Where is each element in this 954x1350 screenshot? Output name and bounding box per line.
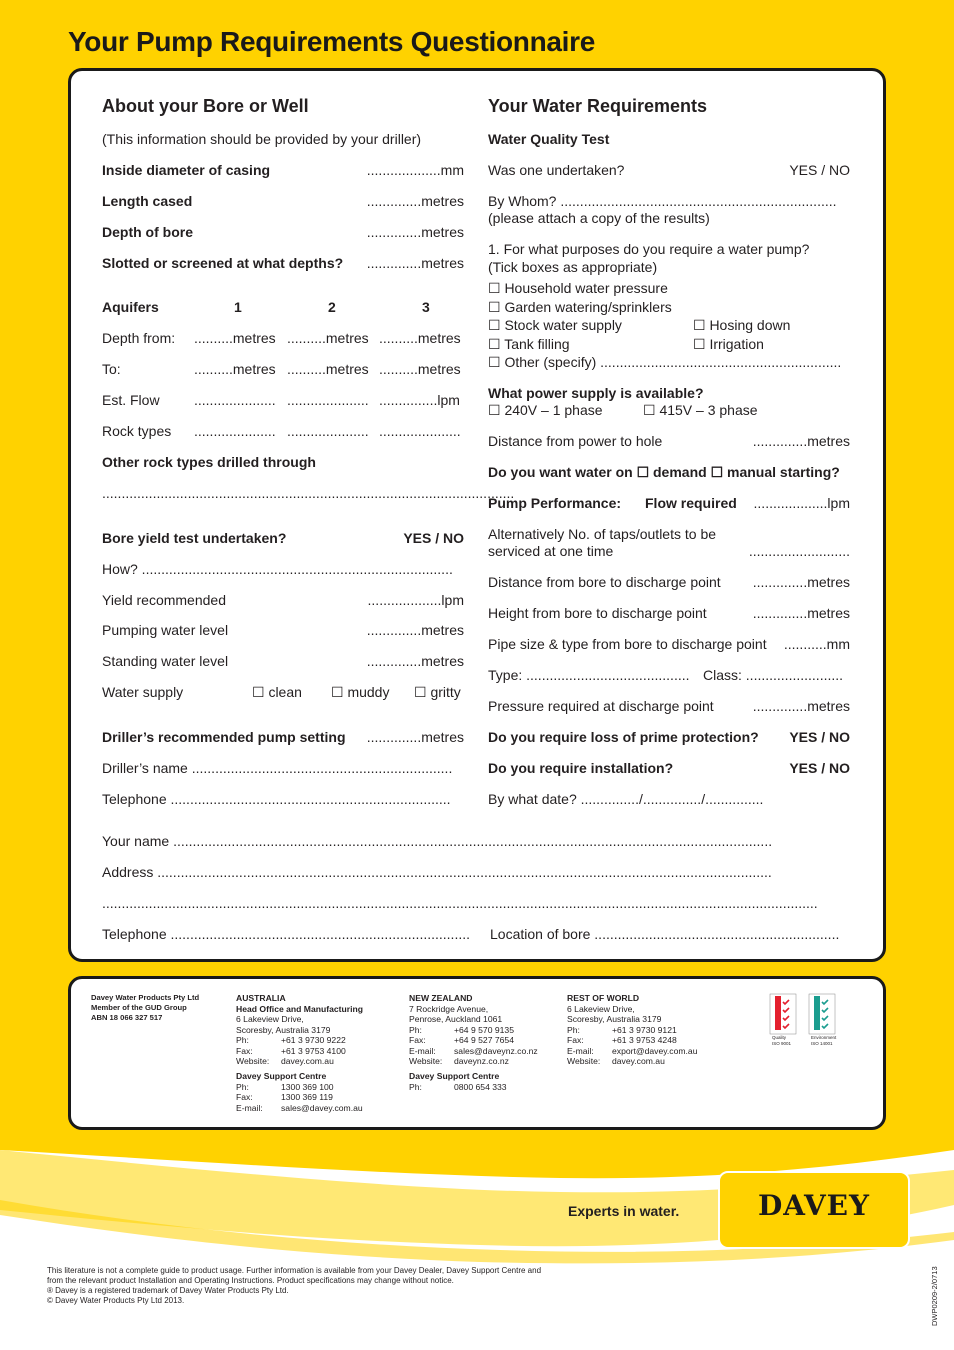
pump-performance-label: Pump Performance: — [488, 495, 622, 511]
household-checkbox[interactable]: ☐ Household water pressure — [488, 280, 668, 296]
aus-website-link[interactable]: davey.com.au — [281, 1056, 334, 1066]
drillers-name-line[interactable]: Driller’s name ................................................................... — [102, 760, 453, 776]
aquifer-row-label: Est. Flow — [102, 392, 160, 408]
company-abn: ABN 18 066 327 517 — [91, 1013, 163, 1022]
aquifer-cell[interactable]: ...............lpm — [379, 392, 460, 408]
aquifer-cell[interactable]: ..................... — [194, 392, 276, 408]
row-contact-key: Website: — [567, 1056, 601, 1066]
nz-address: 7 Rockridge Avenue, — [409, 1003, 489, 1014]
yield-recommended-label: Yield recommended — [102, 592, 226, 608]
aus-support-key: Fax: — [236, 1092, 253, 1102]
aquifer-cell[interactable]: ..................... — [287, 392, 369, 408]
nz-website-link[interactable]: daveynz.co.nz — [454, 1056, 509, 1066]
aus-contact-key: Website: — [236, 1056, 270, 1066]
bore-depth-label: Depth of bore — [102, 224, 193, 240]
aquifer-cell[interactable]: ..........metres — [194, 361, 276, 377]
irrigation-checkbox[interactable]: ☐ Irrigation — [693, 336, 764, 352]
aquifer-cell[interactable]: ..................... — [194, 423, 276, 439]
row-contact-key: Ph: — [567, 1024, 580, 1035]
flow-required-field[interactable]: ...................lpm — [753, 495, 850, 511]
installation-yesno[interactable]: YES / NO — [789, 760, 850, 776]
your-name-line[interactable]: Your name .......................................................................................................................................................... — [102, 833, 773, 849]
water-supply-muddy-checkbox[interactable]: ☐ muddy — [331, 684, 390, 700]
other-rock-label: Other rock types drilled through — [102, 454, 316, 470]
row-address: 6 Lakeview Drive, — [567, 1003, 635, 1014]
dist-power-label: Distance from power to hole — [488, 433, 663, 449]
garden-checkbox[interactable]: ☐ Garden watering/sprinklers — [488, 299, 672, 315]
pipe-size-label: Pipe size & type from bore to discharge point — [488, 636, 767, 652]
water-supply-gritty-checkbox[interactable]: ☐ gritty — [414, 684, 461, 700]
tank-checkbox[interactable]: ☐ Tank filling — [488, 336, 570, 352]
was-one-yesno[interactable]: YES / NO — [789, 162, 850, 178]
other-checkbox[interactable]: ☐ Other (specify) .............................................................. — [488, 354, 842, 370]
casing-diameter-label: Inside diameter of casing — [102, 162, 271, 178]
disclaimer-line: © Davey Water Products Pty Ltd 2013. — [47, 1296, 185, 1305]
aquifer-cell[interactable]: ..................... — [287, 423, 369, 439]
document-code: DWP0209-2/0713 — [930, 1266, 939, 1326]
aquifer-col-1: 1 — [234, 299, 242, 315]
page-title: Your Pump Requirements Questionnaire — [68, 26, 595, 57]
pipe-class-field[interactable]: Class: ......................... — [703, 667, 844, 683]
aquifer-cell[interactable]: ..........metres — [379, 361, 461, 377]
environment-certification-icon — [809, 994, 835, 1034]
power-240-checkbox[interactable]: ☐ 240V – 1 phase — [488, 402, 603, 418]
aus-support-key: Ph: — [236, 1081, 249, 1092]
casing-diameter-field[interactable]: ...................mm — [366, 162, 464, 178]
pipe-type-field[interactable]: Type: .......................................... — [488, 667, 690, 683]
aus-title: AUSTRALIA — [236, 993, 286, 1003]
height-bore-field[interactable]: ..............metres — [752, 605, 850, 621]
pump-setting-label: Driller’s recommended pump setting — [102, 729, 346, 745]
was-one-label: Was one undertaken? — [488, 162, 625, 178]
aquifer-cell[interactable]: ..........metres — [194, 330, 276, 346]
standing-level-label: Standing water level — [102, 653, 229, 669]
installation-question: Do you require installation? — [488, 760, 674, 776]
water-supply-label: Water supply — [102, 684, 184, 700]
stock-checkbox[interactable]: ☐ Stock water supply — [488, 317, 622, 333]
nz-contact-value: +64 9 527 7654 — [454, 1035, 514, 1045]
contact-telephone-line[interactable]: Telephone ............................................................................. — [102, 926, 471, 942]
power-415-checkbox[interactable]: ☐ 415V – 3 phase — [643, 402, 758, 418]
flow-required-label: Flow required — [645, 495, 737, 511]
aus-support-title: Davey Support Centre — [236, 1071, 327, 1081]
yield-recommended-field[interactable]: ...................lpm — [367, 592, 464, 608]
bore-heading: About your Bore or Well — [102, 96, 309, 116]
aus-contact-value: +61 3 9730 9222 — [281, 1035, 346, 1045]
davey-logo-text: DAVEY — [757, 1189, 871, 1222]
by-whom-line[interactable]: By Whom? ....................................................................... — [488, 193, 837, 209]
aus-address: Scoresby, Australia 3179 — [236, 1024, 331, 1035]
standing-level-field[interactable]: ..............metres — [366, 653, 464, 669]
quality-test-label: Water Quality Test — [488, 131, 610, 147]
aus-subtitle: Head Office and Manufacturing — [236, 1003, 364, 1014]
aus-support-key: E-mail: — [236, 1102, 263, 1113]
how-line[interactable]: How? ................................................................................ — [102, 561, 453, 577]
row-contact-key: Fax: — [567, 1035, 584, 1045]
aquifer-col-2: 2 — [328, 299, 336, 315]
aus-support-value: 1300 369 119 — [281, 1092, 333, 1102]
aquifer-col-3: 3 — [422, 299, 430, 315]
aquifer-row-label: Rock types — [102, 423, 172, 439]
nz-contact-key: Website: — [409, 1056, 443, 1066]
nz-support-title: Davey Support Centre — [409, 1071, 500, 1081]
water-supply-clean-checkbox[interactable]: ☐ clean — [252, 684, 302, 700]
aquifer-cell[interactable]: ..........metres — [287, 330, 369, 346]
pressure-label: Pressure required at discharge point — [488, 698, 714, 714]
disclaimer-line: from the relevant product Installation and Operating Instructions. Product specifications may change without notice. — [47, 1276, 454, 1285]
taps-label-line1: Alternatively No. of taps/outlets to be — [488, 526, 717, 542]
length-cased-field[interactable]: ..............metres — [366, 193, 464, 209]
yield-test-label: Bore yield test undertaken? — [102, 530, 287, 546]
attach-note: (please attach a copy of the results) — [488, 210, 710, 226]
pump-setting-field[interactable]: ..............metres — [366, 729, 464, 745]
address-line[interactable]: Address .............................................................................................................................................................. — [102, 864, 772, 880]
nz-contact-key: Ph: — [409, 1024, 422, 1035]
tagline: Experts in water. — [568, 1203, 680, 1219]
nz-title: NEW ZEALAND — [409, 993, 473, 1003]
environment-cert-label: Environment — [811, 1035, 837, 1040]
aus-contact-value: +61 3 9753 4100 — [281, 1045, 346, 1056]
bore-depth-field[interactable]: ..............metres — [366, 224, 464, 240]
disclaimer-line: This literature is not a complete guide to product usage. Further information is available from your Davey Dealer, Davey Support Centre and — [47, 1266, 542, 1275]
taps-field[interactable]: .......................... — [748, 543, 850, 559]
row-contact-value: +61 3 9753 4248 — [612, 1035, 677, 1045]
aquifers-label: Aquifers — [102, 299, 159, 315]
purposes-question: 1. For what purposes do you require a water pump? — [488, 241, 810, 257]
row-website-link[interactable]: davey.com.au — [612, 1056, 665, 1066]
dist-bore-field[interactable]: ..............metres — [752, 574, 850, 590]
quality-cert-label: Quality — [772, 1035, 787, 1040]
pressure-field[interactable]: ..............metres — [752, 698, 850, 714]
dist-power-field[interactable]: ..............metres — [752, 433, 850, 449]
aus-address: 6 Lakeview Drive, — [236, 1014, 304, 1024]
slotted-depths-field[interactable]: ..............metres — [366, 255, 464, 271]
dist-bore-label: Distance from bore to discharge point — [488, 574, 721, 590]
nz-support-key: Ph: — [409, 1081, 422, 1092]
row-address: Scoresby, Australia 3179 — [567, 1014, 662, 1024]
aquifer-row-label: To: — [102, 361, 121, 377]
tick-note: (Tick boxes as appropriate) — [488, 259, 658, 275]
nz-contact-value: +64 9 570 9135 — [454, 1024, 514, 1035]
aus-contact-key: Ph: — [236, 1035, 249, 1045]
quality-certification-icon — [770, 994, 796, 1034]
environment-cert-standard: ISO 14001 — [811, 1041, 833, 1046]
hosing-checkbox[interactable]: ☐ Hosing down — [693, 317, 791, 333]
row-contact-key: E-mail: — [567, 1045, 594, 1056]
disclaimer-line: ® Davey is a registered trademark of Davey Water Products Pty Ltd. — [47, 1286, 289, 1295]
nz-contact-key: Fax: — [409, 1035, 426, 1045]
slotted-depths-label: Slotted or screened at what depths? — [102, 255, 344, 271]
aquifer-cell[interactable]: ..........metres — [379, 330, 461, 346]
height-bore-label: Height from bore to discharge point — [488, 605, 707, 621]
by-date-field[interactable]: By what date? .............../.............../............... — [488, 791, 764, 807]
aquifer-cell[interactable]: ..................... — [379, 423, 461, 439]
pumping-level-label: Pumping water level — [102, 622, 229, 638]
bore-subnote: (This information should be provided by your driller) — [102, 131, 422, 147]
davey-logo — [718, 1171, 910, 1249]
aquifer-cell[interactable]: ..........metres — [287, 361, 369, 377]
taps-label-line2: serviced at one time — [488, 543, 614, 559]
company-group: Member of the GUD Group — [91, 1003, 187, 1012]
prime-protection-yesno[interactable]: YES / NO — [789, 729, 850, 745]
address-line-2[interactable]: ........................................................................................................................................................................................ — [102, 895, 818, 911]
row-email-link[interactable]: export@davey.com.au — [612, 1045, 698, 1056]
aus-email-link[interactable]: sales@davey.com.au — [281, 1102, 363, 1113]
other-rock-line[interactable]: .......................................................................................................... — [102, 485, 515, 501]
pipe-size-field[interactable]: ...........mm — [783, 636, 850, 652]
pumping-level-field[interactable]: ..............metres — [366, 622, 464, 638]
nz-support-value: 0800 654 333 — [454, 1081, 507, 1092]
row-contact-value: +61 3 9730 9121 — [612, 1024, 677, 1035]
aus-contact-key: Fax: — [236, 1045, 253, 1056]
nz-email-link[interactable]: sales@daveynz.co.nz — [454, 1045, 538, 1056]
aus-support-value: 1300 369 100 — [281, 1081, 334, 1092]
prime-protection-question: Do you require loss of prime protection? — [488, 729, 759, 745]
row-title: REST OF WORLD — [567, 993, 640, 1003]
water-heading: Your Water Requirements — [488, 96, 708, 116]
driller-telephone-line[interactable]: Telephone ........................................................................ — [102, 791, 451, 807]
location-of-bore-line[interactable]: Location of bore ............................................................... — [490, 926, 840, 942]
power-question: What power supply is available? — [488, 385, 704, 401]
length-cased-label: Length cased — [102, 193, 193, 209]
yield-test-yesno[interactable]: YES / NO — [403, 530, 464, 546]
nz-address: Penrose, Auckland 1061 — [409, 1014, 503, 1024]
want-water-question[interactable]: Do you want water on ☐ demand ☐ manual starting? — [488, 464, 840, 480]
nz-contact-key: E-mail: — [409, 1045, 436, 1056]
quality-cert-standard: ISO 9001 — [772, 1041, 792, 1046]
company-name: Davey Water Products Pty Ltd — [91, 993, 200, 1002]
aquifer-row-label: Depth from: — [102, 330, 176, 346]
